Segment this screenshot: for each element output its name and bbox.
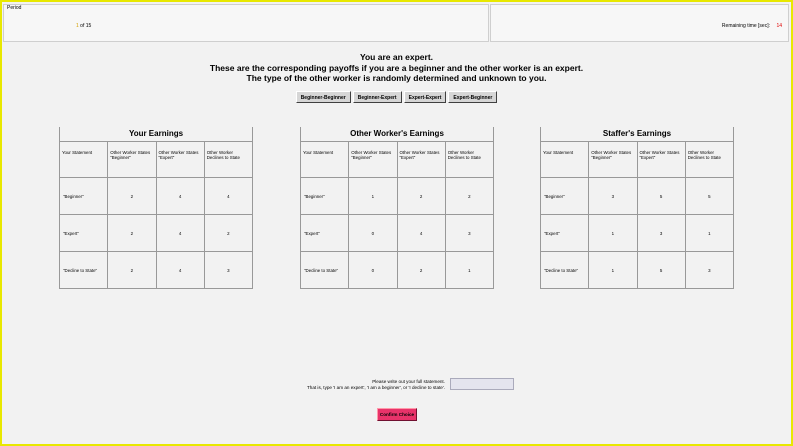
table-cell: 1 [685, 215, 733, 252]
table-cell: 3 [637, 215, 685, 252]
row-label: "Beginner" [60, 178, 108, 215]
column-header: Other Worker States "Beginner" [349, 142, 397, 178]
table-cell: 1 [349, 178, 397, 215]
statement-input[interactable] [450, 378, 514, 390]
table-title: Your Earnings [59, 127, 253, 141]
column-header: Other Worker States "Expert" [397, 142, 445, 178]
timer-panel [490, 4, 789, 42]
column-header: Other Worker Declines to State [204, 142, 252, 178]
row-label: "Beginner" [301, 178, 349, 215]
row-label: "Beginner" [541, 178, 589, 215]
table-cell: 0 [349, 252, 397, 289]
column-header: Your Statement [301, 142, 349, 178]
row-label: "Expert" [541, 215, 589, 252]
statement-prompt: Please write out your full statement. [372, 379, 445, 384]
column-header: Other Worker Declines to State [685, 142, 733, 178]
table-title: Staffer's Earnings [540, 127, 734, 141]
table-row [301, 178, 494, 215]
row-label: "Decline to State" [541, 252, 589, 289]
confirm-choice-button[interactable]: Confirm Choice [377, 408, 417, 421]
table-cell: 3 [445, 215, 493, 252]
table-cell: 1 [589, 215, 637, 252]
column-header: Other Worker States "Beginner" [589, 142, 637, 178]
row-label: "Decline to State" [301, 252, 349, 289]
period-of: of [80, 23, 85, 29]
other-worker-earnings-table [300, 127, 494, 289]
table-cell: 4 [156, 178, 204, 215]
table-cell: 3 [685, 252, 733, 289]
scenario-button-row [0, 91, 793, 103]
table-cell: 1 [445, 252, 493, 289]
table-row [60, 215, 253, 252]
period-label: Period [7, 5, 22, 11]
statement-instructions [240, 379, 445, 391]
column-header: Other Worker States "Beginner" [108, 142, 156, 178]
table-cell: 4 [397, 215, 445, 252]
table-cell: 3 [589, 178, 637, 215]
table-cell: 3 [204, 252, 252, 289]
beginner-beginner-button[interactable]: Beginner-Beginner [296, 91, 351, 103]
table-cell: 2 [445, 178, 493, 215]
table-cell: 2 [108, 215, 156, 252]
table-row [541, 178, 734, 215]
table-cell: 5 [685, 178, 733, 215]
period-panel [3, 4, 489, 42]
payoff-description: These are the corresponding payoffs if you are a beginner and the other worker is an expert. [209, 62, 584, 73]
table-row [60, 178, 253, 215]
table-cell: 4 [156, 215, 204, 252]
table-row [301, 252, 494, 289]
table-row [60, 252, 253, 289]
table-row [541, 215, 734, 252]
role-heading: You are an expert. [359, 52, 434, 62]
table-cell: 5 [637, 252, 685, 289]
expert-expert-button[interactable]: Expert-Expert [404, 91, 447, 103]
table-cell: 4 [156, 252, 204, 289]
statement-hint: That is, type 'I am an expert', 'I am a beginner', or 'I decline to state'. [306, 385, 445, 390]
table-cell: 2 [397, 252, 445, 289]
table-cell: 2 [108, 178, 156, 215]
column-header: Other Worker Declines to State [445, 142, 493, 178]
table-cell: 2 [204, 215, 252, 252]
table-cell: 2 [108, 252, 156, 289]
period-counter [76, 23, 91, 29]
table-cell: 0 [349, 215, 397, 252]
expert-beginner-button[interactable]: Expert-Beginner [448, 91, 497, 103]
column-header: Your Statement [60, 142, 108, 178]
random-type-note: The type of the other worker is randomly determined and unknown to you. [246, 73, 547, 83]
staffer-earnings-table [540, 127, 734, 289]
table-title: Other Worker's Earnings [300, 127, 494, 141]
column-header: Other Worker States "Expert" [156, 142, 204, 178]
table-row [301, 215, 494, 252]
beginner-expert-button[interactable]: Beginner-Expert [353, 91, 402, 103]
table-cell: 5 [637, 178, 685, 215]
table-cell: 4 [204, 178, 252, 215]
remaining-time-label: Remaining time [sec]: [721, 23, 770, 29]
row-label: "Expert" [60, 215, 108, 252]
table-row [541, 252, 734, 289]
remaining-time-value: 14 [776, 23, 782, 29]
row-label: "Decline to State" [60, 252, 108, 289]
table-cell: 1 [589, 252, 637, 289]
your-earnings-table [59, 127, 253, 289]
table-cell: 2 [397, 178, 445, 215]
period-total: 15 [85, 23, 92, 29]
column-header: Your Statement [541, 142, 589, 178]
period-current: 1 [76, 23, 79, 29]
column-header: Other Worker States "Expert" [637, 142, 685, 178]
instructions-headline [0, 52, 793, 84]
row-label: "Expert" [301, 215, 349, 252]
